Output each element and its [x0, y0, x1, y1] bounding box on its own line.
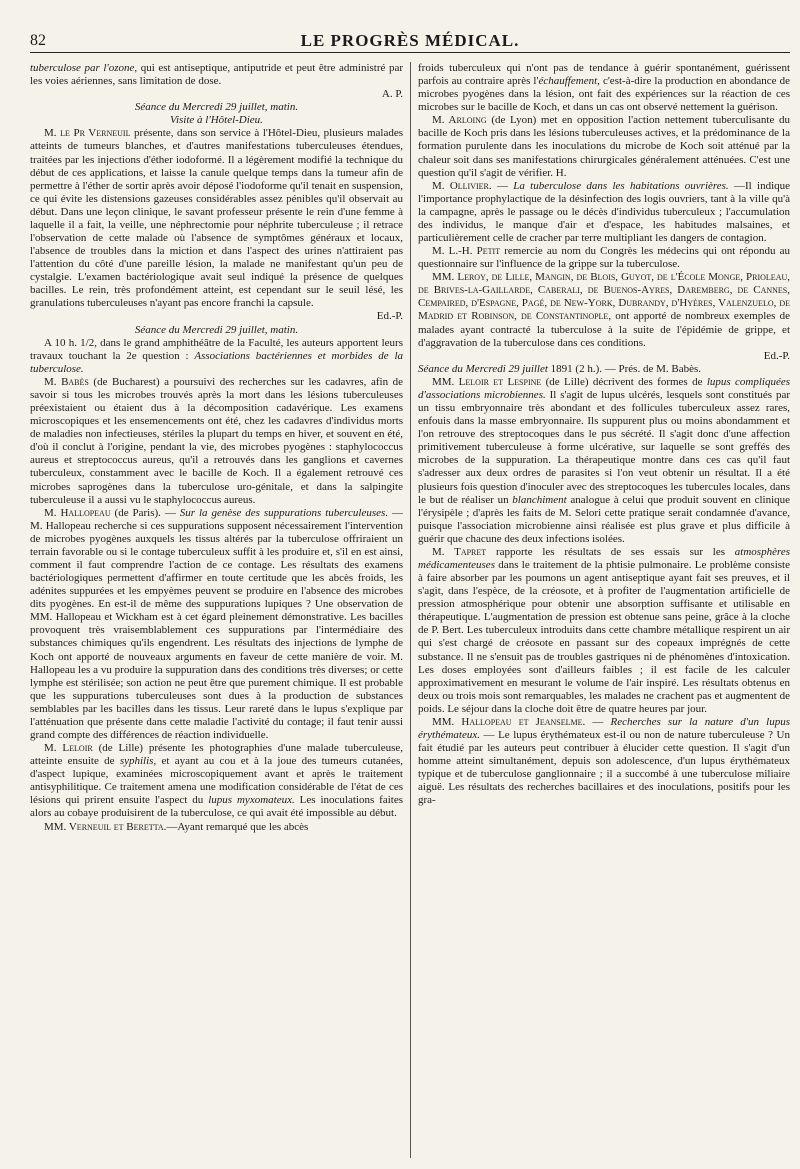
body-text: Les inoculations faites alors au cobaye produisirent de la tuberculose, ce qui avait été impossible au début. — [30, 794, 403, 820]
paragraph — [30, 821, 403, 834]
speaker-name: M. L.-H. Petit — [432, 245, 501, 258]
body-text: présente, dans son service à l'Hôtel-Dieu, plusieurs malades atteints de tumeurs blanches, et d'autres manifestations tuberculeuses étendues, traitées par les injections d'éther iodoformé. Il a légèrement modifié la technique du début de ces applications, et laisse la canule quelque temps dans la tumeur afin de permettre à l'éther de sortir après avoir déposé l'iodoforme qu'il tenait en suspension, ce qui évite les distensions gazeuses considérables assez pénibles qu'il observait au début. Dans une leçon clinique, le savant professeur présente le rein d'une femme à laquelle il a fait, la veille, une néphrectomie pour néphrite tuberculeuse ; il retrace l'observation de cette malade où l'absence de symptômes généraux et locaux, l'absence de troubles dans la miction et dans l'aspect des urines n'attiraient pas l'attention du côté d'une pareille lésion, la malade ne manifestant qu'un peu de cystalgie. L'examen bactériologique avait seul indiqué la présence de quelques bacilles. Le rein, très profondément atteint, est cependant sur le seuil lésé, les granulations tuberculeuses n'ayant pas encore franchi la capsule. — [30, 127, 403, 310]
paragraph — [418, 376, 790, 546]
journal-title: LE PROGRÈS MÉDICAL. — [300, 31, 520, 50]
visit-heading: Visite à l'Hôtel-Dieu. — [170, 114, 263, 127]
signature-line — [418, 350, 790, 363]
signature: A. P. — [381, 88, 403, 101]
speaker-name: M. Leloir — [44, 742, 93, 755]
italic-text: lupus compliquées d'associations microbiennes. — [418, 375, 790, 401]
signature: H. — [555, 166, 567, 179]
body-text: — M. Hallopeau recherche si ces suppurations supposent nécessairement l'intervention de microbes pyogènes auxquels les tissus altérés par la tuberculose offriraient un terrain favorable ou si le contage tuberculeux suffit à les produire et, s'il en est ainsi, comment il faut comprendre l'action de ce contage. Les résultats des examens bactériologiques permettent d'affirmer en toute certitude que les abcès froids, les adénites suppurées et les empyèmes peuvent se produire en l'absence des microbes dits pyogènes. En est-il de même des suppurations lupiques ? Une observation de MM. Hallopeau et Wickham est à cet égard pleinement démonstrative. Les bacilles provoquent très vraisemblablement ces suppurations par l'intermédiaire des substances chimiques qu'ils engendrent. Les résultats des injections de lymphe de Koch ont apporté de nouveaux arguments en faveur de cette manière de voir. M. Hallopeau les a vu produire la suppuration dans des conditions très diverses; or cette lymphe est stérilisée; son action ne peut être que purement chimique. Il est probable que les suppurations tuberculeuses sont dues à la production de substances semblables par les bacilles dans les tissus. Leur rareté dans le lupus s'explique par l'atténuation que présente dans cette maladie l'activité du contage; il faut tenir aussi grand compte des différences de réaction individuelle. — [30, 506, 403, 741]
body-text: —Ayant remarqué que les abcès — [166, 820, 309, 833]
paragraph — [418, 62, 790, 114]
page-number: 82 — [30, 32, 46, 49]
paragraph — [30, 376, 403, 507]
body-text: —Il indique l'importance prophylactique de la désinfection des logis ouvriers, tant à la ville qu'à la campagne, après le passage ou le décès d'individus tuberculeux ; l'accumulation des individus, le manque d'air et d'espace, les habitudes malsaines, et particulièrement celle de cracher par terre multipliant les dangers de contagion. — [418, 179, 790, 245]
italic-text: Séance du Mercredi 29 juillet — [418, 362, 548, 375]
speaker-name: M. Arloing — [432, 114, 487, 127]
body-text: rapporte les résultats de ses essais sur les — [486, 545, 735, 558]
body-text: — Le lupus érythémateux est-il ou non de nature tuberculeuse ? Un fait étudié par les auteurs peut contribuer à élucider cette question. Il s'agit d'un homme atteint simultanément, depuis son adolescence, d'un lupus érythémateux typique et de tuberculose ganglionnaire ; il a succombé à une tuberculose miliaire aiguë. Les résultats des recherches bacillaires et des inoculations, positifs pour les gra- — [418, 728, 790, 807]
column-divider — [410, 62, 411, 1158]
italic-text: blanchiment — [512, 493, 567, 506]
italic-text: Associations bactériennes et morbides de la tuberculose. — [30, 349, 403, 375]
italic-text: Sur la genèse des suppurations tuberculeuses. — [179, 506, 389, 519]
body-text: — — [491, 179, 514, 192]
body-text: ont apporté de nombreux exemples de malades ayant contracté la tuberculose à la suite de l'épidémie de grippe, et d'aggravation de la tuberculose dans ces conditions. — [418, 310, 790, 349]
paragraph — [30, 127, 403, 310]
paragraph — [418, 245, 790, 271]
speaker-name: MM. Hallopeau et Jeanselme. — [432, 715, 586, 728]
body-text: A 10 h. 1/2, dans le grand amphithéâtre de la Faculté, les auteurs apportent leurs travaux touchant la 2e question : — [30, 336, 403, 362]
body-text: (de Bucharest) a poursuivi des recherches sur les cadavres, afin de savoir si tous les microbes trouvés après la mort dans les lésions tuberculeuses préexistaient ou étaient dus à la décomposition cadavérique. Les examens microscopiques et les ensemencements ont été, chez les cadavres d'individus morts de maladies non infectieuses, stériles la plupart du temps en hiver, et souvent en été, d'où il conclut à l'origine, pendant la vie, des microbes pyogènes : staphylococcus aureus et streptococcus aureus, qu'il a retrouvés dans les ganglions et cavernes tuberculeux, constamment avec le bacille de Koch. Il a également retrouvé ces microbes saprogènes dans la tuberculose uro-génitale, et dans la salpingite tuberculeuse il a aussi vu le staphylococcus aureus. — [30, 375, 403, 506]
paragraph — [30, 337, 403, 376]
session-heading: Séance du Mercredi 29 juillet, matin. — [134, 101, 299, 114]
speaker-names: MM. Leroy, de Lille, Mangin, de Blois, Guyot, de l'École Monge, Prioleau, de Brives-la-Gaillarde, Caberali, de Buenos-Ayres, Daremberg, de Cannes, Cempaired, d'Espagne, Pagé, de New-York, Dubrandy, d'Hyères, Valenzuelo, de Madrid et Robinson, de Constantinople, — [418, 271, 790, 323]
paragraph — [418, 114, 790, 179]
body-text: dans le traitement de la phtisie pulmonaire. Le problème consiste à faire absorber par les poumons un agent antiseptique ayant fait ses preuves, et il s'agit, dans l'espèce, de la créosote, et à profiter de l'augmentation artificielle de pression atmosphérique pour obtenir une absorption suffisante et utilisable en thérapeutique. L'augmentation de pression est obtenue sans peine, grâce à la cloche de P. Bert. Les tuberculeux introduits dans cette chambre métallique respirent un air qui s'est chargé de créosote en passant sur des copeaux imprégnés de cette substance. Il ne s'ensuit pas de troubles gastriques ni de phénomènes d'intoxication. Les doses employées sont d'ailleurs faibles ; il est facile de les calculer approximativement en mesurant le volume de l'air inspiré. Les résultats obtenus en deux ou trois mois sont remarquables, les malades ne crachent pas et augmentent de poids. Le séjour dans la cloche doit être de quatre heures par jour. — [418, 558, 790, 715]
body-text: analogue à celui que produit souvent en clinique l'érysipèle ; d'après les faits de M. Selori cette pratique serait condamnée d'avance, puisque l'association microbienne ainsi réalisée est plus grave et plus difficile à guérir que chacune des deux infections isolées. — [418, 493, 790, 545]
session-heading — [418, 363, 790, 376]
body-text: 1891 (2 h.). — Prés. de M. Babès. — [547, 362, 701, 375]
paragraph — [418, 716, 790, 808]
italic-text: tuberculose par l'ozone, — [30, 62, 138, 74]
body-text: (de Lyon) met en opposition l'action nettement tuberculisante du bacille de Koch pris dans les lésions tuberculeuses actives, et la prédominance de la formation purulente dans les inoculations du microbe de Koch soit atténué par la chaleur soit dans ses manifestations chirurgicales généralement atténuées. C'est une question qu'il s'agit de vérifier. — [418, 114, 790, 179]
paragraph — [418, 546, 790, 716]
right-column — [418, 62, 790, 1158]
body-text: froids tuberculeux qui n'ont pas de tendance à guérir spontanément, guérissent parfois au contraire après l' — [418, 62, 790, 88]
speaker-name: MM. Verneuil et Beretta. — [44, 820, 167, 833]
speaker-name: M. Ollivier. — [432, 179, 492, 192]
italic-text: atmosphères médicamenteuses — [418, 545, 790, 571]
signature-line — [30, 88, 403, 101]
signature: Ed.-P. — [763, 349, 790, 362]
italic-text: La tuberculose dans les habitations ouvrières. — [513, 179, 729, 192]
session-heading: Séance du Mercredi 29 juillet, matin. — [134, 323, 299, 336]
speaker-name: M. Hallopeau — [44, 506, 111, 519]
paragraph — [418, 271, 790, 349]
italic-text: échauffement, — [538, 75, 600, 88]
speaker-name: M. Babès — [44, 375, 89, 388]
speaker-name: M. Tapret — [432, 545, 487, 558]
body-text: qui est antiseptique, antiputride et peut être administré par les voies aériennes, sans limitation de dose. — [30, 62, 403, 88]
paragraph — [30, 507, 403, 742]
body-text: Il s'agit de lupus ulcérés, lesquels sont constitués par un tissu embryonnaire très abondant et des follicules tuberculeux assez rares, enfouis dans la masse embryonnaire. Ils suppurent plus ou moins abondamment et l'on retrouve des streptocoques dans le pus sécrété. Il s'agit donc d'une affection primitivement tuberculeuse à forme ulcérative, sur laquelle se sont greffés des microbes de la suppuration. La thérapeutique montre dans ces cas qu'il faut s'adresser aux deux ordres de parasites si l'on veut obtenir un résultat. Il a été plusieurs fois question d'inoculer avec des streptocoques les tubercules locales, dans le but de réaliser un — [418, 388, 790, 506]
body-text: (de Lille) présente les photographies d'une malade tuberculeuse, atteinte ensuite de — [30, 742, 403, 768]
signature-line — [30, 310, 403, 323]
body-text: c'est-à-dire la production en abondance de microbes pyogènes dans la lésion, ont fait des expériences sur la réaction de ces microbes sur le bacille de Koch, et dans un cas ont observé nettement la guérison. — [418, 75, 790, 114]
paragraph — [418, 180, 790, 245]
speaker-name: MM. Leloir et Lespine — [432, 375, 542, 388]
paragraph — [30, 742, 403, 820]
paragraph — [30, 62, 403, 88]
page-header — [30, 30, 790, 53]
italic-text: Recherches sur la nature d'un lupus érythémateux. — [418, 715, 790, 741]
left-column — [30, 62, 403, 1158]
signature: Ed.-P. — [376, 310, 403, 323]
body-text: (de Paris). — — [110, 506, 180, 519]
body-text: (de Lille) décrivent des formes de — [541, 375, 707, 388]
body-text: — — [585, 715, 611, 728]
speaker-name: M. le Pr Verneuil — [44, 127, 131, 140]
italic-text: lupus myxomateux. — [208, 794, 295, 807]
body-text: et ayant au cou et à la joue des tumeurs cutanées, d'aspect lupique, examinées microscopiquement avant et après le traitement antisyphilitique. Ce traitement amena une modification considérable de l'état de ces lésions qui prirent ensuite l'aspect du — [30, 755, 403, 807]
body-text: remercie au nom du Congrès les médecins qui ont répondu au questionnaire sur l'influence de la grippe sur la tuberculose. — [418, 245, 790, 271]
italic-text: syphilis, — [119, 755, 157, 768]
